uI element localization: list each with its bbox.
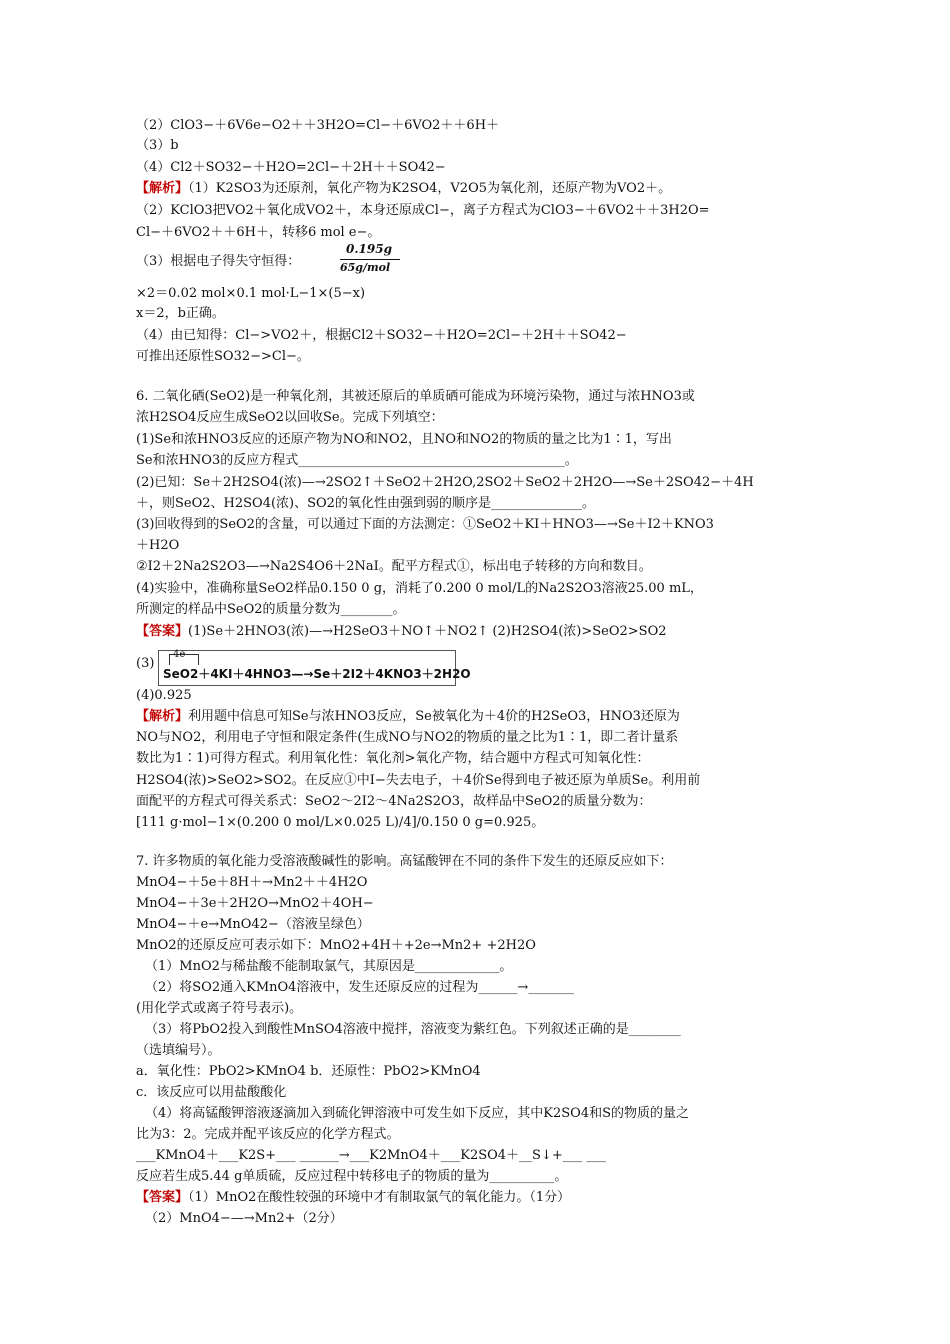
text-line bbox=[136, 750, 826, 768]
text-line bbox=[136, 708, 826, 726]
text-line bbox=[136, 793, 826, 811]
line-text: MnO2的还原反应可表示如下：MnO2+4H＋+2e→Mn2+ +2H2O bbox=[136, 938, 536, 953]
fraction-denominator: 65g/mol bbox=[340, 261, 391, 274]
line-text: （1）MnO2与稀盐酸不能制取氯气，其原因是_____________。 bbox=[145, 959, 513, 974]
balanced-equation: SeO2＋4KI＋4HNO3—→Se＋2I2＋4KNO3＋2H2O bbox=[163, 667, 471, 681]
line-text: 反应若生成5.44 g单质硫，反应过程中转移电子的物质的量为__________。 bbox=[136, 1169, 568, 1184]
electron-transfer-equation bbox=[158, 649, 471, 686]
text-line bbox=[136, 516, 826, 534]
line-text: 7. 许多物质的氧化能力受溶液酸碱性的影响。高锰酸钾在不同的条件下发生的还原反应如下： bbox=[136, 854, 673, 869]
text-line bbox=[136, 853, 826, 871]
text-line bbox=[136, 409, 826, 427]
line-text: (1)Se和浓HNO3反应的还原产物为NO和NO2，且NO和NO2的物质的量之比为1∶1，写出 bbox=[136, 432, 672, 447]
text-line bbox=[136, 814, 826, 832]
text-line bbox=[145, 1021, 835, 1039]
line-text: (4)0.925 bbox=[136, 688, 192, 703]
text-line bbox=[136, 474, 826, 492]
line-text: Cl−＋6VO2＋＋6H＋，转移6 mol e−。 bbox=[136, 225, 381, 240]
section-tag: 【答案】 bbox=[136, 624, 189, 639]
text-line bbox=[136, 1168, 826, 1186]
text-line bbox=[145, 1210, 835, 1228]
text-line bbox=[136, 729, 826, 747]
text-line bbox=[136, 180, 826, 198]
line-text: [111 g·mol−1×(0.200 0 mol/L×0.025 L)/4]/0.150 0 g=0.925。 bbox=[136, 815, 545, 830]
section-tag: 【解析】 bbox=[136, 709, 189, 724]
mass-fraction bbox=[340, 242, 400, 278]
line-text: a．氧化性：PbO2>KMnO4 b．还原性：PbO2>KMnO4 bbox=[136, 1064, 481, 1079]
text-line bbox=[136, 558, 826, 576]
line-text: 可推出还原性SO32−>Cl−。 bbox=[136, 349, 310, 364]
line-text: 比为3：2。完成并配平该反应的化学方程式。 bbox=[136, 1127, 400, 1142]
line-text: 浓H2SO4反应生成SeO2以回收Se。完成下列填空： bbox=[136, 410, 444, 425]
fraction-bar bbox=[340, 259, 400, 260]
line-text: MnO4−＋5e＋8H＋→Mn2＋＋4H2O bbox=[136, 875, 368, 890]
line-text: (4)实验中，准确称量SeO2样品0.150 0 g，消耗了0.200 0 mol/L的Na2S2O3溶液25.00 mL， bbox=[136, 581, 703, 596]
line-text: 6. 二氧化硒(SeO2)是一种氧化剂，其被还原后的单质硒可能成为环境污染物，通过与浓HNO3或 bbox=[136, 389, 695, 404]
text-line bbox=[136, 495, 826, 513]
text-line bbox=[136, 1084, 826, 1102]
line-text: ×2＝0.02 mol×0.1 mol·L−1×(5−x) bbox=[136, 286, 366, 301]
line-text: (用化学式或离子符号表示)。 bbox=[136, 1001, 303, 1016]
text-line bbox=[136, 285, 826, 303]
line-text: ②I2＋2Na2S2O3—→Na2S4O6＋2NaI。配平方程式①，标出电子转移的方向和数目。 bbox=[136, 559, 652, 574]
line-text: Se和浓HNO3的反应方程式_________________________________________。 bbox=[136, 453, 578, 468]
text-line bbox=[136, 1147, 826, 1165]
fraction-numerator: 0.195g bbox=[346, 242, 392, 256]
line-text: 所测定的样品中SeO2的质量分数为________。 bbox=[136, 602, 406, 617]
text-line bbox=[136, 117, 826, 135]
line-text: （4）将高锰酸钾溶液逐滴加入到硫化钾溶液中可发生如下反应，其中K2SO4和S的物质的量之 bbox=[145, 1106, 689, 1121]
text-line bbox=[136, 537, 826, 555]
text-line bbox=[145, 1105, 835, 1123]
line-text: （3）将PbO2投入到酸性MnSO4溶液中搅拌，溶液变为紫红色。下列叙述正确的是________ bbox=[145, 1022, 681, 1037]
line-text: 利用题中信息可知Se与浓HNO3反应，Se被氧化为＋4价的H2SeO3，HNO3还原为 bbox=[188, 709, 680, 724]
line-text: ___KMnO4＋___K2S+___ ______→___K2MnO4＋___K2SO4＋__S↓+___ ___ bbox=[136, 1148, 606, 1163]
text-line bbox=[136, 916, 826, 934]
text-line bbox=[136, 687, 826, 705]
text-line bbox=[145, 979, 835, 997]
line-text: （2）将SO2通入KMnO4溶液中，发生还原反应的过程为______→_______ bbox=[145, 980, 574, 995]
text-line bbox=[136, 937, 826, 955]
line-text: （4）由已知得：Cl−>VO2＋，根据Cl2＋SO32−＋H2O=2Cl−＋2H＋＋SO42− bbox=[136, 328, 627, 343]
line-text: 面配平的方程式可得关系式：SeO2～2I2～4Na2S2O3，故样品中SeO2的质量分数为： bbox=[136, 794, 652, 809]
line-text: （4）Cl2＋SO32−＋H2O=2Cl−＋2H＋＋SO42− bbox=[136, 160, 446, 175]
text-line bbox=[136, 137, 826, 155]
text-line bbox=[136, 1063, 826, 1081]
line-text: （2）ClO3−＋6V6e−O2＋＋3H2O=Cl−＋6VO2＋＋6H＋ bbox=[136, 118, 500, 133]
line-text: （3）b bbox=[136, 138, 179, 153]
line-text: c．该反应可以用盐酸酸化 bbox=[136, 1085, 287, 1100]
line-text: （3）根据电子得失守恒得： bbox=[136, 254, 301, 269]
text-line bbox=[136, 253, 826, 271]
line-text: MnO4−＋3e＋2H2O→MnO2＋4OH− bbox=[136, 896, 374, 911]
text-line bbox=[136, 452, 826, 470]
text-line bbox=[136, 1000, 826, 1018]
text-line bbox=[136, 601, 826, 619]
text-line bbox=[136, 159, 826, 177]
text-line bbox=[136, 895, 826, 913]
text-line bbox=[136, 580, 826, 598]
text-line bbox=[136, 772, 826, 790]
section-tag: 【答案】 bbox=[136, 1190, 189, 1205]
text-line bbox=[136, 327, 826, 345]
line-text: (2)已知：Se＋2H2SO4(浓)—→2SO2↑＋SeO2＋2H2O,2SO2＋SeO2＋2H2O—→Se＋2SO42−＋4H bbox=[136, 475, 754, 490]
text-line bbox=[136, 874, 826, 892]
text-line bbox=[136, 1042, 826, 1060]
text-line bbox=[136, 348, 826, 366]
line-text: （1）MnO2在酸性较强的环境中才有制取氯气的氧化能力。（1分） bbox=[188, 1190, 571, 1205]
line-text: ＋，则SeO2、H2SO4(浓)、SO2的氧化性由强到弱的顺序是______________。 bbox=[136, 496, 595, 511]
line-text: （1）K2SO3为还原剂，氧化产物为K2SO4，V2O5为氧化剂，还原产物为VO2＋。 bbox=[188, 181, 672, 196]
line-text: 数比为1∶1)可得方程式。利用氧化性：氧化剂>氧化产物，结合题中方程式可知氧化性： bbox=[136, 751, 650, 766]
line-text: ＋H2O bbox=[136, 538, 180, 553]
line-text: （选填编号）。 bbox=[136, 1043, 221, 1058]
text-line bbox=[136, 224, 826, 242]
text-line bbox=[136, 305, 826, 323]
line-text: (3)回收得到的SeO2的含量，可以通过下面的方法测定：①SeO2＋KI＋HNO3—→Se＋I2＋KNO3 bbox=[136, 517, 714, 532]
text-line bbox=[145, 958, 835, 976]
electron-count: 4e bbox=[173, 649, 186, 660]
text-line bbox=[136, 1189, 826, 1207]
line-text: (1)Se＋2HNO3(浓)—→H2SeO3＋NO↑＋NO2↑ (2)H2SO4(浓)>SeO2>SO2 bbox=[188, 624, 667, 639]
line-text: x＝2，b正确。 bbox=[136, 306, 225, 321]
text-line bbox=[136, 388, 826, 406]
line-text: NO与NO2，利用电子守恒和限定条件(生成NO与NO2的物质的量之比为1∶1，即二者计量系 bbox=[136, 730, 679, 745]
line-text: （2）KClO3把VO2＋氧化成VO2＋，本身还原成Cl−，离子方程式为ClO3−＋6VO2＋＋3H2O= bbox=[136, 203, 710, 218]
text-line bbox=[136, 431, 826, 449]
text-line bbox=[136, 202, 826, 220]
line-text: H2SO4(浓)>SeO2>SO2。在反应①中I−失去电子，＋4价Se得到电子被还原为单质Se。利用前 bbox=[136, 773, 701, 788]
line-text: MnO4−＋e→MnO42−（溶液呈绿色） bbox=[136, 917, 370, 932]
text-line bbox=[136, 623, 826, 641]
line-text: （2）MnO4−—→Mn2+（2分） bbox=[145, 1211, 343, 1226]
section-tag: 【解析】 bbox=[136, 181, 189, 196]
text-line bbox=[136, 1126, 826, 1144]
line-text: (3) bbox=[136, 656, 155, 671]
